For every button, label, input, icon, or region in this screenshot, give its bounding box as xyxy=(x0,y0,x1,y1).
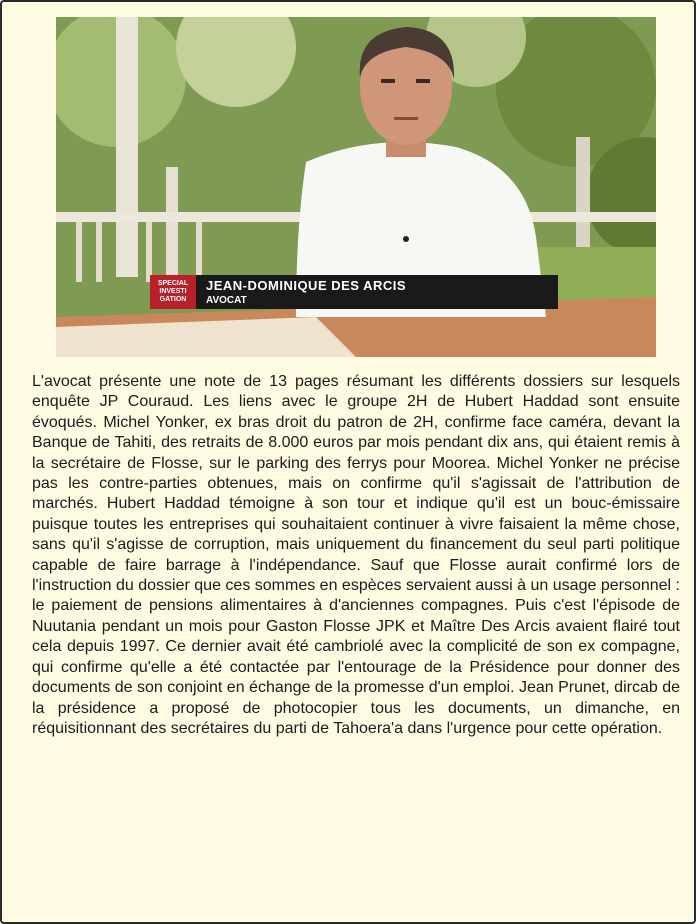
channel-logo xyxy=(150,275,196,309)
caption-names xyxy=(196,275,406,309)
logo-line-3: GATION xyxy=(159,296,187,303)
logo-line-1: SPECIAL xyxy=(157,280,189,287)
caption-person-name: JEAN-DOMINIQUE DES ARCIS xyxy=(206,278,407,293)
lower-third-caption xyxy=(150,275,558,309)
article-paragraph: L'avocat présente une note de 13 pages résumant les différents dossiers sur lesquels enquête JP Couraud. Les liens avec le groupe 2H de Hubert Haddad sont ensuite évoqués. Michel Yonker, ex bras droit du patron de 2H, confirme face caméra, devant la Banque de Tahiti, des retraits de 8.000 euros par mois pendant dix ans, qui étaient remis à la secrétaire de Flosse, sur le parking des ferrys pour Moorea. Michel Yonker ne précise pas les contre-parties obtenues, mais on confirme qu'il s'agissait de l'attribution de marchés. Hubert Haddad témoigne à son tour et indique qu'il est un bouc-émissaire puisque toutes les entreprises qui souhaitaient continuer à vivre faisaient la même chose, sans qu'il s'agisse de corruption, mais uniquement du financement du seul parti politique capable de faire barrage à l'indépendance. Sauf que Flosse aurait confirmé lors de l'instruction du dossier que ces sommes en espèces servaient aussi à un usage personnel : le paiement de pensions alimentaires à d'anciennes compagnes. Puis c'est l'épisode de Nuutania pendant un mois pour Gaston Flosse JPK et Maître Des Arcis avaient flairé tout cela depuis 1997. Ce dernier avait été cambriolé avec la complicité de son ex compagne, qui confirme qu'elle a été contactée par l'entourage de la Présidence pour donner des documents de son conjoint en échange de la promesse d'un emploi. Jean Prunet, dircab de la présidence a proposé de photocopier tous les documents, un dimanche, en réquisitionnant des secrétaires du parti de Tahoera'a dans l'urgence pour cette opération. xyxy=(32,373,680,737)
caption-person-role: AVOCAT xyxy=(206,295,247,306)
logo-line-2: INVESTI xyxy=(159,288,187,295)
interview-photo xyxy=(56,17,656,357)
